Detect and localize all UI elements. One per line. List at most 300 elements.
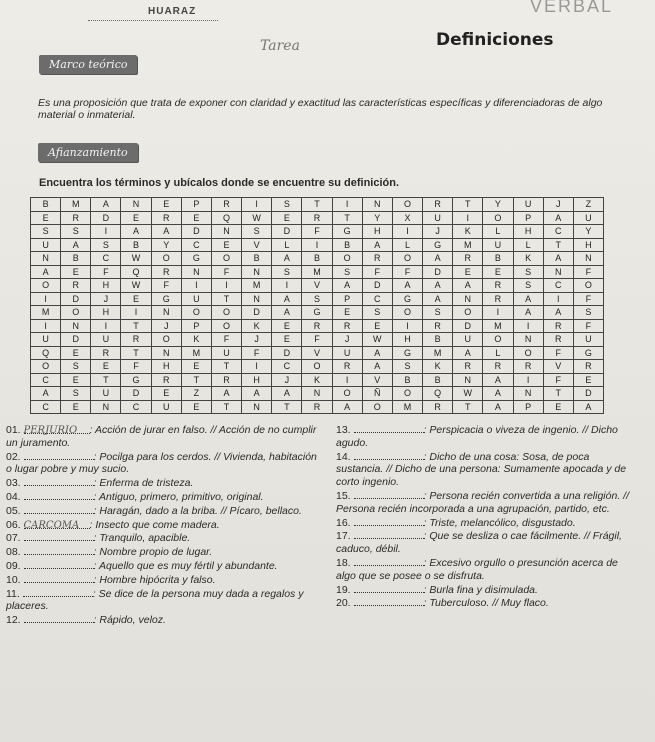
grid-cell[interactable]: K [513, 252, 543, 266]
grid-cell[interactable]: K [302, 373, 332, 387]
grid-cell[interactable]: E [61, 400, 91, 414]
grid-cell[interactable]: N [242, 400, 272, 414]
grid-cell[interactable]: N [302, 387, 332, 401]
grid-cell[interactable]: I [483, 306, 513, 320]
grid-cell[interactable]: C [543, 279, 573, 293]
grid-cell[interactable]: L [513, 238, 543, 252]
answer-blank[interactable] [24, 574, 94, 583]
grid-cell[interactable]: P [513, 211, 543, 225]
answer-blank[interactable] [24, 560, 94, 569]
grid-cell[interactable]: N [513, 333, 543, 347]
grid-cell[interactable]: P [513, 400, 543, 414]
grid-cell[interactable]: A [423, 252, 453, 266]
grid-cell[interactable]: D [272, 346, 302, 360]
grid-cell[interactable]: A [543, 306, 573, 320]
grid-cell[interactable]: E [483, 265, 513, 279]
grid-cell[interactable]: S [242, 225, 272, 239]
grid-cell[interactable]: N [151, 346, 181, 360]
grid-cell[interactable]: I [453, 211, 483, 225]
answer-blank[interactable] [354, 451, 424, 460]
grid-cell[interactable]: E [211, 238, 241, 252]
grid-cell[interactable]: Y [151, 238, 181, 252]
grid-cell[interactable]: G [392, 346, 422, 360]
grid-cell[interactable]: A [543, 211, 573, 225]
grid-cell[interactable]: O [483, 211, 513, 225]
grid-cell[interactable]: K [242, 319, 272, 333]
grid-cell[interactable]: C [91, 252, 121, 266]
answer-blank[interactable] [354, 597, 424, 606]
grid-cell[interactable]: J [151, 319, 181, 333]
grid-cell[interactable]: A [392, 279, 422, 293]
grid-cell[interactable]: B [392, 373, 422, 387]
grid-cell[interactable]: A [453, 346, 483, 360]
grid-cell[interactable]: I [513, 373, 543, 387]
grid-cell[interactable]: E [573, 373, 603, 387]
grid-cell[interactable]: A [423, 279, 453, 293]
grid-cell[interactable]: Q [423, 387, 453, 401]
grid-cell[interactable]: A [362, 346, 392, 360]
answer-blank[interactable] [24, 505, 94, 514]
grid-cell[interactable]: T [302, 198, 332, 212]
grid-cell[interactable]: O [211, 306, 241, 320]
grid-cell[interactable]: I [242, 198, 272, 212]
grid-cell[interactable]: V [302, 279, 332, 293]
grid-cell[interactable]: O [362, 400, 392, 414]
grid-cell[interactable]: R [423, 198, 453, 212]
grid-cell[interactable]: E [181, 400, 211, 414]
answer-blank[interactable] [354, 424, 424, 433]
grid-cell[interactable]: A [362, 360, 392, 374]
grid-cell[interactable]: U [423, 211, 453, 225]
answer-blank[interactable]: CARCOMA [24, 520, 90, 529]
grid-cell[interactable]: F [543, 346, 573, 360]
grid-cell[interactable]: F [211, 333, 241, 347]
grid-cell[interactable]: G [423, 238, 453, 252]
grid-cell[interactable]: R [423, 400, 453, 414]
grid-cell[interactable]: V [543, 360, 573, 374]
answer-blank[interactable] [24, 532, 94, 541]
grid-cell[interactable]: B [332, 238, 362, 252]
grid-cell[interactable]: A [272, 292, 302, 306]
grid-cell[interactable]: F [242, 346, 272, 360]
grid-cell[interactable]: S [573, 306, 603, 320]
grid-cell[interactable]: R [543, 333, 573, 347]
grid-cell[interactable]: S [513, 265, 543, 279]
grid-cell[interactable]: N [121, 198, 151, 212]
grid-cell[interactable]: H [242, 373, 272, 387]
grid-cell[interactable]: D [362, 279, 392, 293]
answer-blank[interactable] [354, 530, 424, 539]
grid-cell[interactable]: O [211, 252, 241, 266]
grid-cell[interactable]: A [31, 265, 61, 279]
grid-cell[interactable]: E [543, 400, 573, 414]
grid-cell[interactable]: S [272, 198, 302, 212]
grid-cell[interactable]: G [332, 225, 362, 239]
grid-cell[interactable]: A [121, 225, 151, 239]
grid-cell[interactable]: I [332, 373, 362, 387]
grid-cell[interactable]: H [151, 360, 181, 374]
grid-cell[interactable]: R [332, 319, 362, 333]
grid-cell[interactable]: O [453, 306, 483, 320]
grid-cell[interactable]: U [573, 333, 603, 347]
grid-cell[interactable]: C [31, 400, 61, 414]
grid-cell[interactable]: M [181, 346, 211, 360]
grid-cell[interactable]: R [151, 211, 181, 225]
grid-cell[interactable]: I [31, 319, 61, 333]
grid-cell[interactable]: L [392, 238, 422, 252]
grid-cell[interactable]: Z [573, 198, 603, 212]
grid-cell[interactable]: B [302, 252, 332, 266]
grid-cell[interactable]: G [302, 306, 332, 320]
grid-cell[interactable]: J [91, 292, 121, 306]
grid-cell[interactable]: A [151, 225, 181, 239]
grid-cell[interactable]: E [272, 333, 302, 347]
answer-blank[interactable] [354, 584, 424, 593]
grid-cell[interactable]: Q [31, 346, 61, 360]
grid-cell[interactable]: W [453, 387, 483, 401]
grid-cell[interactable]: L [272, 238, 302, 252]
grid-cell[interactable]: B [242, 252, 272, 266]
answer-blank[interactable] [24, 477, 94, 486]
grid-cell[interactable]: E [272, 319, 302, 333]
grid-cell[interactable]: U [513, 198, 543, 212]
grid-cell[interactable]: E [181, 360, 211, 374]
grid-cell[interactable]: T [211, 400, 241, 414]
grid-cell[interactable]: R [483, 279, 513, 293]
grid-cell[interactable]: G [392, 292, 422, 306]
grid-cell[interactable]: S [362, 306, 392, 320]
grid-cell[interactable]: W [242, 211, 272, 225]
grid-cell[interactable]: D [423, 265, 453, 279]
grid-cell[interactable]: E [272, 211, 302, 225]
grid-cell[interactable]: I [211, 279, 241, 293]
grid-cell[interactable]: O [61, 306, 91, 320]
grid-cell[interactable]: C [121, 400, 151, 414]
grid-cell[interactable]: U [31, 333, 61, 347]
grid-cell[interactable]: N [151, 306, 181, 320]
grid-cell[interactable]: Y [573, 225, 603, 239]
grid-cell[interactable]: N [242, 292, 272, 306]
grid-cell[interactable]: M [302, 265, 332, 279]
grid-cell[interactable]: C [272, 360, 302, 374]
grid-cell[interactable]: E [151, 198, 181, 212]
grid-cell[interactable]: R [121, 333, 151, 347]
grid-cell[interactable]: R [483, 292, 513, 306]
answer-blank[interactable] [23, 588, 93, 597]
grid-cell[interactable]: K [181, 333, 211, 347]
grid-cell[interactable]: H [513, 225, 543, 239]
grid-cell[interactable]: A [332, 279, 362, 293]
grid-cell[interactable]: S [392, 360, 422, 374]
grid-cell[interactable]: Q [121, 265, 151, 279]
grid-cell[interactable]: E [121, 211, 151, 225]
grid-cell[interactable]: R [302, 211, 332, 225]
grid-cell[interactable]: O [392, 306, 422, 320]
grid-cell[interactable]: S [31, 225, 61, 239]
grid-cell[interactable]: A [513, 292, 543, 306]
grid-cell[interactable]: R [302, 319, 332, 333]
grid-cell[interactable]: R [211, 198, 241, 212]
grid-cell[interactable]: O [31, 279, 61, 293]
grid-cell[interactable]: F [543, 373, 573, 387]
grid-cell[interactable]: P [332, 292, 362, 306]
grid-cell[interactable]: O [332, 252, 362, 266]
grid-cell[interactable]: T [121, 346, 151, 360]
grid-cell[interactable]: V [362, 373, 392, 387]
grid-cell[interactable]: T [272, 400, 302, 414]
grid-cell[interactable]: J [242, 333, 272, 347]
grid-cell[interactable]: D [573, 387, 603, 401]
grid-cell[interactable]: O [392, 387, 422, 401]
grid-cell[interactable]: U [151, 400, 181, 414]
grid-cell[interactable]: O [151, 333, 181, 347]
grid-cell[interactable]: D [61, 292, 91, 306]
grid-cell[interactable]: K [423, 360, 453, 374]
grid-cell[interactable]: U [573, 211, 603, 225]
grid-cell[interactable]: X [392, 211, 422, 225]
grid-cell[interactable]: R [61, 211, 91, 225]
grid-cell[interactable]: S [332, 265, 362, 279]
grid-cell[interactable]: O [392, 252, 422, 266]
grid-cell[interactable]: E [362, 319, 392, 333]
grid-cell[interactable]: A [272, 252, 302, 266]
grid-cell[interactable]: A [91, 198, 121, 212]
grid-cell[interactable]: F [211, 265, 241, 279]
grid-cell[interactable]: A [483, 400, 513, 414]
grid-cell[interactable]: B [423, 333, 453, 347]
grid-cell[interactable]: I [91, 225, 121, 239]
grid-cell[interactable]: T [453, 198, 483, 212]
grid-cell[interactable]: Ñ [362, 387, 392, 401]
grid-cell[interactable]: R [151, 265, 181, 279]
answer-blank[interactable] [354, 557, 424, 566]
grid-cell[interactable]: R [453, 252, 483, 266]
grid-cell[interactable]: I [272, 279, 302, 293]
grid-cell[interactable]: M [31, 306, 61, 320]
grid-cell[interactable]: N [453, 373, 483, 387]
grid-cell[interactable]: C [543, 225, 573, 239]
grid-cell[interactable]: I [91, 319, 121, 333]
grid-cell[interactable]: R [151, 373, 181, 387]
grid-cell[interactable]: R [423, 319, 453, 333]
grid-cell[interactable]: O [573, 279, 603, 293]
grid-cell[interactable]: A [423, 292, 453, 306]
grid-cell[interactable]: I [121, 306, 151, 320]
grid-cell[interactable]: E [61, 373, 91, 387]
grid-cell[interactable]: J [272, 373, 302, 387]
grid-cell[interactable]: W [121, 279, 151, 293]
grid-cell[interactable]: F [392, 265, 422, 279]
grid-cell[interactable]: M [242, 279, 272, 293]
answer-blank[interactable] [354, 490, 424, 499]
grid-cell[interactable]: R [543, 319, 573, 333]
grid-cell[interactable]: E [31, 211, 61, 225]
grid-cell[interactable]: C [181, 238, 211, 252]
grid-cell[interactable]: G [181, 252, 211, 266]
grid-cell[interactable]: V [302, 346, 332, 360]
grid-cell[interactable]: P [181, 319, 211, 333]
grid-cell[interactable]: V [242, 238, 272, 252]
grid-cell[interactable]: N [211, 225, 241, 239]
grid-cell[interactable]: C [362, 292, 392, 306]
grid-cell[interactable]: N [242, 265, 272, 279]
grid-cell[interactable]: E [61, 346, 91, 360]
grid-cell[interactable]: D [242, 306, 272, 320]
grid-cell[interactable]: O [392, 198, 422, 212]
grid-cell[interactable]: F [362, 265, 392, 279]
grid-cell[interactable]: S [61, 225, 91, 239]
grid-cell[interactable]: R [91, 346, 121, 360]
grid-cell[interactable]: E [151, 387, 181, 401]
grid-cell[interactable]: B [483, 252, 513, 266]
grid-cell[interactable]: R [573, 360, 603, 374]
grid-cell[interactable]: R [61, 279, 91, 293]
grid-cell[interactable]: R [362, 252, 392, 266]
grid-cell[interactable]: J [332, 333, 362, 347]
grid-cell[interactable]: O [302, 360, 332, 374]
grid-cell[interactable]: D [453, 319, 483, 333]
grid-cell[interactable]: N [543, 265, 573, 279]
grid-cell[interactable]: U [91, 387, 121, 401]
grid-cell[interactable]: Q [211, 211, 241, 225]
grid-cell[interactable]: F [302, 225, 332, 239]
grid-cell[interactable]: O [151, 252, 181, 266]
grid-cell[interactable]: K [453, 225, 483, 239]
grid-cell[interactable]: N [573, 252, 603, 266]
grid-cell[interactable]: F [302, 333, 332, 347]
grid-cell[interactable]: A [483, 387, 513, 401]
grid-cell[interactable]: C [31, 373, 61, 387]
grid-cell[interactable]: I [302, 238, 332, 252]
grid-cell[interactable]: M [423, 346, 453, 360]
grid-cell[interactable]: F [91, 265, 121, 279]
grid-cell[interactable]: A [211, 387, 241, 401]
grid-cell[interactable]: O [513, 346, 543, 360]
grid-cell[interactable]: I [31, 292, 61, 306]
grid-cell[interactable]: J [543, 198, 573, 212]
grid-cell[interactable]: G [151, 292, 181, 306]
grid-cell[interactable]: A [242, 387, 272, 401]
grid-cell[interactable]: W [362, 333, 392, 347]
grid-cell[interactable]: R [211, 373, 241, 387]
grid-cell[interactable]: O [211, 319, 241, 333]
grid-cell[interactable]: U [31, 238, 61, 252]
grid-cell[interactable]: F [573, 319, 603, 333]
grid-cell[interactable]: M [392, 400, 422, 414]
grid-cell[interactable]: B [31, 198, 61, 212]
grid-cell[interactable]: D [181, 225, 211, 239]
grid-cell[interactable]: L [483, 225, 513, 239]
grid-cell[interactable]: I [392, 225, 422, 239]
grid-cell[interactable]: E [453, 265, 483, 279]
grid-cell[interactable]: A [573, 400, 603, 414]
answer-blank[interactable]: PERJURIO [24, 425, 90, 434]
grid-cell[interactable]: F [573, 265, 603, 279]
grid-cell[interactable]: P [181, 198, 211, 212]
grid-cell[interactable]: Z [181, 387, 211, 401]
grid-cell[interactable]: R [332, 360, 362, 374]
grid-cell[interactable]: M [453, 238, 483, 252]
grid-cell[interactable]: Y [362, 211, 392, 225]
grid-cell[interactable]: S [91, 238, 121, 252]
grid-cell[interactable]: O [483, 333, 513, 347]
grid-cell[interactable]: J [423, 225, 453, 239]
grid-cell[interactable]: S [513, 279, 543, 293]
grid-cell[interactable]: U [483, 238, 513, 252]
grid-cell[interactable]: W [121, 252, 151, 266]
answer-blank[interactable] [24, 614, 94, 623]
grid-cell[interactable]: T [543, 387, 573, 401]
answer-blank[interactable] [354, 517, 424, 526]
grid-cell[interactable]: D [91, 211, 121, 225]
answer-blank[interactable] [24, 451, 94, 460]
grid-cell[interactable]: T [211, 360, 241, 374]
answer-blank[interactable] [24, 546, 94, 555]
grid-cell[interactable]: A [362, 238, 392, 252]
grid-cell[interactable]: T [181, 373, 211, 387]
grid-cell[interactable]: D [272, 225, 302, 239]
grid-cell[interactable]: S [272, 265, 302, 279]
grid-cell[interactable]: G [121, 373, 151, 387]
grid-cell[interactable]: U [332, 346, 362, 360]
grid-cell[interactable]: H [573, 238, 603, 252]
grid-cell[interactable]: N [31, 252, 61, 266]
grid-cell[interactable]: D [121, 387, 151, 401]
grid-cell[interactable]: N [453, 292, 483, 306]
grid-cell[interactable]: A [31, 387, 61, 401]
grid-cell[interactable]: I [543, 292, 573, 306]
grid-cell[interactable]: H [91, 306, 121, 320]
grid-cell[interactable]: S [423, 306, 453, 320]
grid-cell[interactable]: I [181, 279, 211, 293]
grid-cell[interactable]: A [272, 387, 302, 401]
grid-cell[interactable]: E [332, 306, 362, 320]
grid-cell[interactable]: S [61, 387, 91, 401]
grid-cell[interactable]: Y [483, 198, 513, 212]
grid-cell[interactable]: S [302, 292, 332, 306]
grid-cell[interactable]: B [61, 252, 91, 266]
grid-cell[interactable]: G [573, 346, 603, 360]
grid-cell[interactable]: D [61, 333, 91, 347]
grid-cell[interactable]: I [242, 360, 272, 374]
grid-cell[interactable]: F [573, 292, 603, 306]
grid-cell[interactable]: A [483, 373, 513, 387]
grid-cell[interactable]: O [31, 360, 61, 374]
grid-cell[interactable]: I [513, 319, 543, 333]
grid-cell[interactable]: A [272, 306, 302, 320]
grid-cell[interactable]: H [362, 225, 392, 239]
grid-cell[interactable]: R [513, 360, 543, 374]
grid-cell[interactable]: N [61, 319, 91, 333]
grid-cell[interactable]: F [151, 279, 181, 293]
grid-cell[interactable]: M [61, 198, 91, 212]
grid-cell[interactable]: I [392, 319, 422, 333]
grid-cell[interactable]: T [543, 238, 573, 252]
grid-cell[interactable]: N [513, 387, 543, 401]
grid-cell[interactable]: O [332, 387, 362, 401]
grid-cell[interactable]: A [332, 400, 362, 414]
grid-cell[interactable]: U [453, 333, 483, 347]
grid-cell[interactable]: H [91, 279, 121, 293]
grid-cell[interactable]: E [91, 360, 121, 374]
grid-cell[interactable]: H [392, 333, 422, 347]
grid-cell[interactable]: U [181, 292, 211, 306]
grid-cell[interactable]: A [543, 252, 573, 266]
grid-cell[interactable]: T [332, 211, 362, 225]
grid-cell[interactable]: R [453, 360, 483, 374]
grid-cell[interactable]: T [453, 400, 483, 414]
grid-cell[interactable]: N [362, 198, 392, 212]
